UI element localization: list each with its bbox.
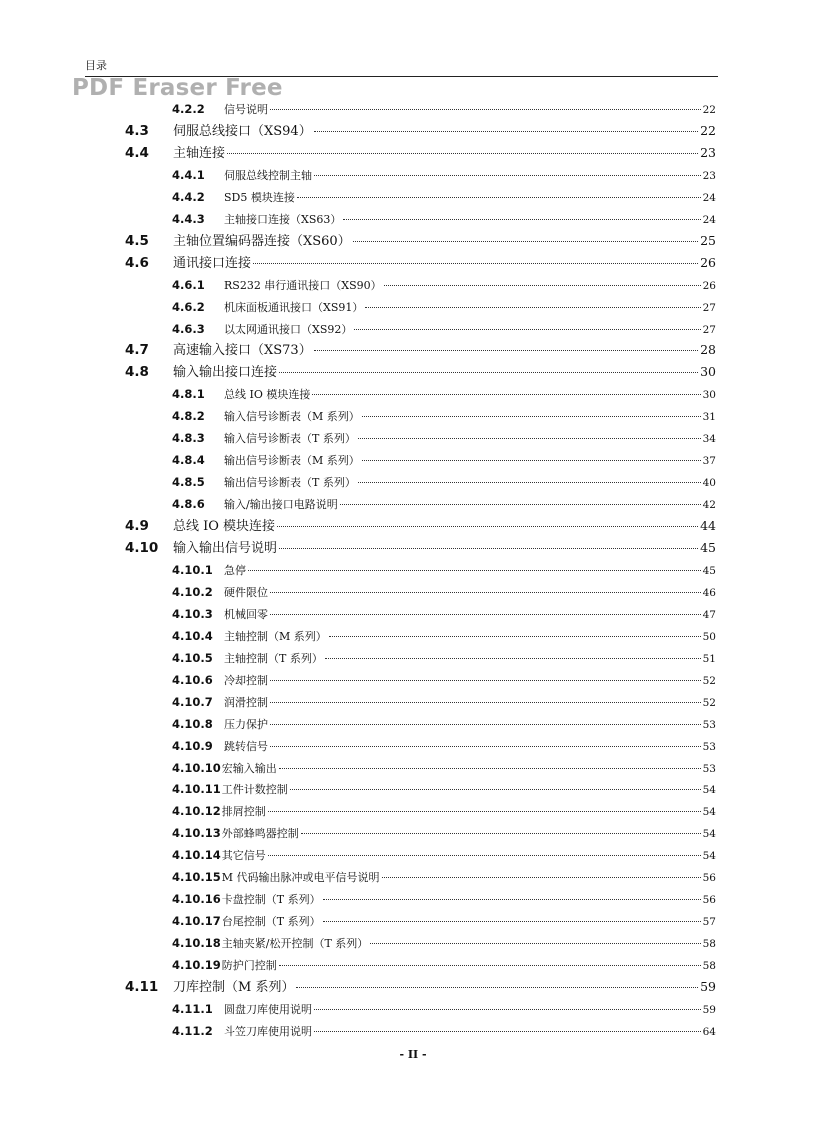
toc-entry-page: 53 — [702, 762, 716, 775]
page-header-title: 目录 — [85, 59, 107, 72]
toc-entry-page: 52 — [702, 696, 716, 709]
toc-entry[interactable] — [172, 910, 716, 932]
toc-entry-title: 通讯接口连接 — [173, 255, 252, 271]
toc-entry-page: 45 — [702, 564, 716, 577]
toc-entry-page: 26 — [700, 254, 716, 270]
toc-entry[interactable] — [172, 296, 716, 318]
toc-entry-title: 主轴位置编码器连接（XS60） — [173, 233, 351, 249]
toc-entry[interactable] — [172, 471, 716, 493]
toc-entry-page: 28 — [700, 342, 716, 358]
toc-dot-leader — [253, 263, 698, 264]
toc-entry-page: 31 — [702, 411, 716, 424]
toc-entry-title: 压力保护 — [224, 717, 268, 731]
toc-entry-page: 56 — [702, 894, 716, 907]
toc-entry[interactable] — [172, 757, 716, 779]
toc-entry-number: 4.10.6 — [172, 672, 213, 687]
toc-dot-leader — [301, 833, 701, 834]
toc-entry[interactable] — [172, 888, 716, 910]
toc-dot-leader — [270, 746, 701, 747]
toc-entry[interactable] — [172, 98, 716, 120]
toc-dot-leader — [312, 394, 700, 395]
toc-entry-number: 4.2.2 — [172, 102, 205, 116]
toc-dot-leader — [248, 570, 701, 571]
toc-entry-title: 输出信号诊断表（M 系列） — [224, 454, 360, 468]
toc-entry-page: 23 — [700, 144, 716, 160]
toc-dot-leader — [314, 131, 698, 132]
toc-entry[interactable] — [125, 361, 716, 383]
toc-entry-number: 4.10.8 — [172, 716, 213, 731]
toc-dot-leader — [270, 724, 701, 725]
toc-entry-title: 主轴控制（T 系列） — [224, 651, 323, 665]
toc-entry-page: 26 — [702, 279, 716, 292]
toc-entry[interactable] — [172, 800, 716, 822]
toc-entry-number: 4.11.2 — [172, 1023, 213, 1038]
toc-entry[interactable] — [172, 427, 716, 449]
toc-entry-title: 润滑控制 — [224, 695, 268, 709]
toc-dot-leader — [362, 416, 701, 417]
toc-entry-title: 急停 — [224, 563, 246, 577]
toc-entry-title: 刀库控制（M 系列） — [173, 980, 295, 995]
toc-entry-title: 斗笠刀库使用说明 — [224, 1024, 312, 1038]
toc-entry-page: 54 — [702, 850, 716, 863]
toc-entry[interactable] — [172, 954, 716, 976]
toc-entry[interactable] — [125, 230, 716, 252]
toc-entry-title: RS232 串行通讯接口（XS90） — [224, 278, 382, 292]
toc-entry[interactable] — [125, 142, 716, 164]
toc-entry-title: 以太网通讯接口（XS92） — [224, 322, 353, 336]
toc-entry-number: 4.10.4 — [172, 628, 213, 643]
toc-entry-title: 输入信号诊断表（T 系列） — [224, 432, 356, 446]
toc-dot-leader — [362, 460, 701, 461]
toc-entry-page: 54 — [702, 828, 716, 841]
toc-entry-title: 工件计数控制 — [221, 783, 288, 797]
toc-entry-title: 主轴连接 — [173, 145, 226, 161]
toc-entry-title: M 代码输出脉冲或电平信号说明 — [221, 871, 380, 885]
toc-entry[interactable] — [172, 186, 716, 208]
toc-entry[interactable] — [125, 252, 716, 274]
toc-entry-number: 4.10.9 — [172, 738, 213, 753]
toc-entry-title: 机床面板通讯接口（XS91） — [224, 300, 364, 314]
toc-entry-page: 37 — [702, 455, 716, 468]
toc-entry-page: 24 — [702, 213, 716, 226]
toc-dot-leader — [296, 987, 698, 988]
toc-entry-number: 4.4.3 — [172, 211, 205, 226]
toc-dot-leader — [270, 109, 701, 110]
toc-entry-number: 4.11.1 — [172, 1001, 213, 1016]
toc-entry-title: 冷却控制 — [224, 673, 268, 687]
toc-entry-number: 4.6 — [125, 254, 149, 271]
toc-entry[interactable] — [172, 405, 716, 427]
toc-entry-title: 台尾控制（T 系列） — [221, 915, 321, 929]
toc-entry[interactable] — [172, 932, 716, 954]
toc-entry-number: 4.6.2 — [172, 299, 205, 314]
toc-dot-leader — [325, 658, 701, 659]
toc-entry-title: 外部蜂鸣器控制 — [221, 827, 299, 841]
toc-entry[interactable] — [172, 274, 716, 296]
toc-entry-number: 4.10.13 — [172, 826, 221, 841]
toc-entry[interactable] — [172, 383, 716, 405]
toc-dot-leader — [314, 350, 698, 351]
toc-entry-title: 输入信号诊断表（M 系列） — [224, 410, 360, 424]
toc-entry[interactable] — [125, 515, 716, 537]
toc-dot-leader — [270, 614, 701, 615]
toc-dot-leader — [343, 219, 700, 220]
toc-entry[interactable] — [172, 581, 716, 603]
toc-entry-title: 主轴控制（M 系列） — [224, 629, 327, 643]
toc-entry-number: 4.10.14 — [172, 848, 221, 863]
toc-entry-number: 4.10 — [125, 540, 159, 556]
toc-entry-page: 56 — [702, 872, 716, 885]
toc-entry-title: 其它信号 — [221, 849, 266, 863]
toc-entry-title: 跳转信号 — [224, 739, 268, 753]
toc-entry-title: 总线 IO 模块连接 — [173, 519, 276, 535]
toc-dot-leader — [323, 899, 701, 900]
toc-entry-page: 30 — [700, 364, 716, 380]
toc-entry-number: 4.10.19 — [172, 958, 221, 973]
toc-dot-leader — [353, 241, 698, 242]
toc-entry-title: 输入输出信号说明 — [173, 541, 278, 556]
toc-dot-leader — [314, 175, 701, 176]
toc-entry[interactable] — [172, 691, 716, 713]
toc-entry-page: 64 — [702, 1025, 716, 1038]
toc-entry-number: 4.11 — [125, 979, 159, 995]
toc-entry-title: 防护门控制 — [221, 959, 277, 973]
toc-dot-leader — [270, 592, 701, 593]
toc-entry-number: 4.8.2 — [172, 409, 205, 424]
toc-dot-leader — [354, 329, 700, 330]
toc-entry-page: 42 — [702, 499, 716, 512]
toc-entry-page: 40 — [702, 477, 716, 490]
toc-dot-leader — [290, 789, 701, 790]
toc-entry-number: 4.6.1 — [172, 277, 205, 292]
toc-entry-page: 53 — [702, 740, 716, 753]
toc-entry-number: 4.8.5 — [172, 475, 205, 490]
toc-dot-leader — [370, 943, 700, 944]
toc-entry-page: 51 — [702, 652, 716, 665]
toc-entry-number: 4.9 — [125, 518, 149, 535]
toc-entry-title: SD5 模块连接 — [224, 190, 295, 204]
toc-entry-page: 52 — [702, 674, 716, 687]
toc-dot-leader — [384, 285, 701, 286]
toc-entry-page: 58 — [702, 938, 716, 951]
toc-entry-page: 59 — [702, 1003, 716, 1016]
toc-entry-page: 57 — [702, 916, 716, 929]
toc-entry[interactable] — [172, 713, 716, 735]
toc-entry-page: 44 — [700, 518, 716, 534]
toc-entry-page: 25 — [700, 232, 716, 248]
toc-entry-page: 59 — [700, 979, 716, 994]
toc-entry-title: 主轴夹紧/松开控制（T 系列） — [221, 937, 369, 951]
page-number: - II - — [399, 1048, 427, 1061]
toc-dot-leader — [297, 197, 701, 198]
toc-entry[interactable] — [172, 778, 716, 800]
toc-dot-leader — [323, 921, 701, 922]
toc-dot-leader — [279, 965, 701, 966]
toc-entry-number: 4.8.1 — [172, 387, 205, 402]
toc-entry-number: 4.10.3 — [172, 606, 213, 621]
toc-entry-page: 34 — [702, 433, 716, 446]
toc-dot-leader — [268, 811, 701, 812]
toc-entry-page: 47 — [702, 608, 716, 621]
toc-entry-page: 50 — [702, 630, 716, 643]
toc-entry[interactable] — [172, 318, 716, 340]
toc-entry-title: 输入输出接口连接 — [173, 365, 278, 381]
toc-entry-page: 45 — [700, 540, 716, 555]
toc-entry-page: 22 — [700, 122, 716, 138]
toc-dot-leader — [277, 526, 698, 527]
toc-entry-title: 排屑控制 — [221, 805, 266, 819]
toc-dot-leader — [270, 680, 701, 681]
toc-entry[interactable] — [172, 208, 716, 230]
toc-entry-number: 4.10.16 — [172, 892, 221, 907]
toc-entry-page: 53 — [702, 718, 716, 731]
toc-entry-title: 宏输入输出 — [221, 761, 277, 775]
toc-entry-title: 输入/输出接口电路说明 — [224, 498, 338, 512]
toc-entry-number: 4.8.6 — [172, 497, 205, 512]
toc-entry-page: 23 — [702, 169, 716, 182]
toc-entry-number: 4.6.3 — [172, 321, 205, 336]
toc-dot-leader — [382, 877, 701, 878]
toc-entry-number: 4.8.4 — [172, 453, 205, 468]
toc-dot-leader — [365, 307, 700, 308]
toc-entry-number: 4.4.2 — [172, 189, 205, 204]
toc-entry[interactable] — [172, 822, 716, 844]
toc-entry[interactable] — [172, 559, 716, 581]
toc-dot-leader — [227, 153, 698, 154]
toc-entry[interactable] — [172, 603, 716, 625]
toc-entry-number: 4.3 — [125, 122, 149, 139]
toc-entry-number: 4.8 — [125, 364, 149, 381]
toc-entry-page: 24 — [702, 191, 716, 204]
toc-entry[interactable] — [172, 1020, 716, 1042]
toc-dot-leader — [314, 1009, 701, 1010]
toc-dot-leader — [314, 1031, 701, 1032]
toc-entry[interactable] — [172, 866, 716, 888]
toc-entry-page: 30 — [702, 389, 716, 402]
toc-entry[interactable] — [172, 493, 716, 515]
toc-entry-number: 4.4 — [125, 144, 149, 161]
toc-entry[interactable] — [125, 120, 716, 142]
toc-entry-title: 信号说明 — [224, 103, 268, 116]
toc-entry[interactable] — [172, 449, 716, 471]
toc-entry-title: 圆盘刀库使用说明 — [224, 1002, 312, 1016]
toc-entry-page: 22 — [702, 104, 716, 116]
toc-dot-leader — [340, 504, 701, 505]
toc-entry[interactable] — [125, 976, 716, 998]
toc-entry-page: 46 — [702, 586, 716, 599]
toc-entry-page: 54 — [702, 784, 716, 797]
toc-entry-title: 卡盘控制（T 系列） — [221, 893, 321, 907]
toc-entry-number: 4.10.15 — [172, 870, 221, 885]
toc-entry-number: 4.10.7 — [172, 694, 213, 709]
toc-entry-number: 4.10.17 — [172, 914, 221, 929]
toc-entry[interactable] — [172, 669, 716, 691]
toc-entry-page: 27 — [702, 323, 716, 336]
toc-entry-number: 4.10.5 — [172, 650, 213, 665]
toc-entry-number: 4.10.18 — [172, 936, 221, 951]
toc-entry-title: 主轴接口连接（XS63） — [224, 212, 342, 226]
toc-entry-number: 4.5 — [125, 232, 149, 249]
toc-entry[interactable] — [172, 164, 716, 186]
toc-dot-leader — [358, 438, 701, 439]
toc-entry-title: 机械回零 — [224, 607, 268, 621]
toc-entry[interactable] — [172, 647, 716, 669]
toc-entry[interactable] — [172, 735, 716, 757]
toc-entry-title: 输出信号诊断表（T 系列） — [224, 476, 356, 490]
toc-entry-number: 4.10.12 — [172, 804, 221, 819]
toc-entry[interactable] — [172, 625, 716, 647]
toc-entry-title: 硬件限位 — [224, 585, 268, 599]
toc-entry-title: 伺服总线控制主轴 — [224, 168, 312, 182]
toc-dot-leader — [279, 768, 701, 769]
toc-entry-page: 58 — [702, 960, 716, 973]
toc-entry-number: 4.10.10 — [172, 760, 221, 775]
toc-entry-number: 4.7 — [125, 342, 149, 359]
toc-entry-title: 总线 IO 模块连接 — [224, 388, 311, 402]
toc-entry-title: 高速输入接口（XS73） — [173, 343, 312, 359]
toc-entry[interactable] — [125, 537, 716, 559]
toc-dot-leader — [329, 636, 701, 637]
toc-dot-leader — [358, 482, 701, 483]
watermark-text: PDF Eraser Free — [72, 75, 283, 101]
toc-entry-number: 4.8.3 — [172, 431, 205, 446]
toc-entry-page: 27 — [702, 301, 716, 314]
toc-dot-leader — [279, 372, 698, 373]
toc-dot-leader — [279, 548, 698, 549]
toc-entry-page: 54 — [702, 806, 716, 819]
toc-entry-number: 4.10.11 — [172, 782, 221, 797]
toc-entry[interactable] — [172, 844, 716, 866]
toc-entry-title: 伺服总线接口（XS94） — [173, 123, 312, 139]
toc-dot-leader — [270, 702, 701, 703]
toc-entry[interactable] — [125, 339, 716, 361]
toc-entry-number: 4.4.1 — [172, 167, 205, 182]
toc-entry-number: 4.10.2 — [172, 584, 213, 599]
toc-entry[interactable] — [172, 998, 716, 1020]
toc-dot-leader — [268, 855, 701, 856]
toc-entry-number: 4.10.1 — [172, 562, 213, 577]
